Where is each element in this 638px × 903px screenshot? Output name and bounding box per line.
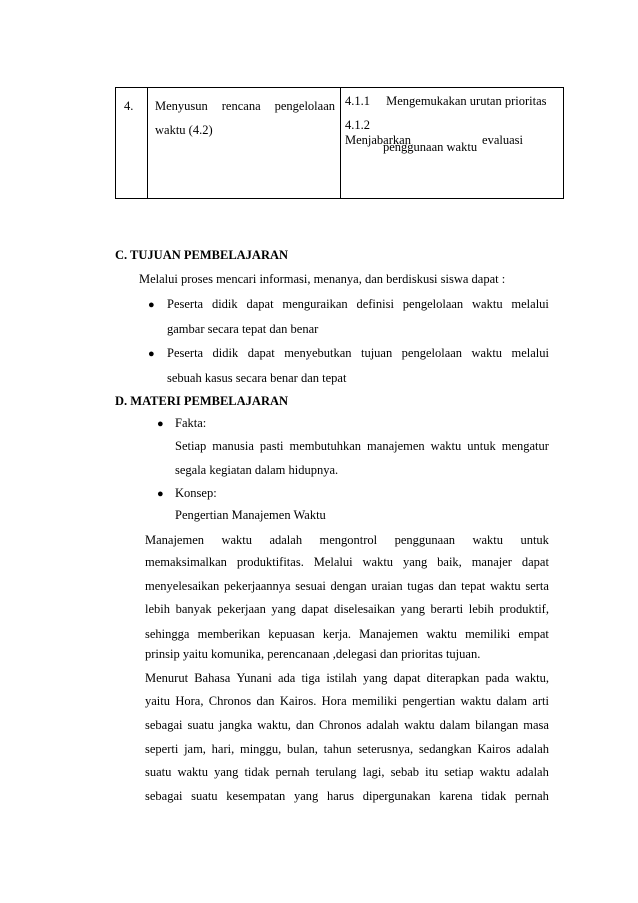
word: Chronos — [319, 718, 362, 732]
word: kerja. — [322, 627, 352, 641]
table-cell-competency — [147, 88, 341, 198]
word: Menurut — [145, 671, 189, 685]
word: mengontrol — [319, 533, 378, 547]
konsep-label: Konsep: — [175, 486, 217, 500]
indicator-text-continued: penggunaan waktu — [383, 140, 478, 154]
konsep-text: Pengertian Manajemen Waktu — [175, 508, 326, 522]
word: penggunaan — [394, 533, 455, 547]
word: sehingga — [145, 627, 190, 641]
word: yang — [271, 602, 296, 616]
word: waktu — [472, 297, 503, 311]
word: diselesaikan — [333, 602, 396, 616]
word: evaluasi — [482, 133, 523, 147]
section-c-heading: C. TUJUAN PEMBELAJARAN — [115, 248, 289, 262]
bullet-icon: ● — [157, 418, 164, 430]
word: arti — [532, 694, 549, 708]
word: waktu — [404, 718, 435, 732]
word: hari, — [211, 742, 235, 756]
word: uraian — [371, 579, 403, 593]
word: melalui — [511, 346, 549, 360]
paragraph-line — [145, 533, 549, 548]
word: setiap — [444, 765, 474, 779]
objective-line: gambar secara tepat dan benar — [167, 322, 319, 336]
indicator-row — [345, 118, 562, 154]
word: pengelolaan — [401, 346, 463, 360]
word: dengan — [330, 579, 367, 593]
word: pekerjaannya — [223, 579, 291, 593]
word: dan — [438, 579, 457, 593]
word: pernah — [275, 765, 310, 779]
objective-line — [167, 346, 549, 361]
word: Kairos — [477, 742, 511, 756]
word: lebih — [145, 602, 170, 616]
table-cell-indicators — [341, 88, 563, 198]
word: banyak — [175, 602, 212, 616]
word: membutuhkan — [289, 439, 362, 453]
word: kesempatan — [226, 789, 286, 803]
word: pada — [485, 671, 510, 685]
word: dapat — [247, 346, 275, 360]
paragraph-line — [145, 671, 549, 686]
paragraph-line — [145, 627, 549, 642]
word: lebih — [468, 602, 494, 616]
word: tepat — [461, 579, 486, 593]
word: berarti — [430, 602, 464, 616]
word: Hora, — [175, 694, 204, 708]
word: pengelolaan — [402, 297, 464, 311]
word: manajemen — [367, 439, 425, 453]
word: memberikan — [197, 627, 261, 641]
word: untuk — [520, 533, 549, 547]
word: adalah — [516, 765, 549, 779]
word: pekerjaan — [217, 602, 266, 616]
word: yang — [363, 671, 388, 685]
word: Menyusun — [155, 99, 208, 113]
word: bilangan — [475, 718, 519, 732]
word: Manajemen — [145, 533, 205, 547]
word: didik — [211, 297, 238, 311]
word: waktu — [362, 555, 394, 569]
section-c-intro: Melalui proses mencari informasi, menanya, dan berdiskusi siswa dapat : — [139, 272, 506, 286]
word: pernah — [514, 789, 549, 803]
word: Yunani — [236, 671, 272, 685]
word: dapat — [521, 555, 549, 569]
word: Melalui — [313, 555, 353, 569]
word: sebab — [390, 765, 420, 779]
word: tiga — [301, 671, 321, 685]
word: adalah — [366, 718, 400, 732]
bullet-icon: ● — [148, 299, 155, 311]
word: waktu — [430, 439, 462, 453]
word: menyelesaikan — [145, 579, 220, 593]
word: Peserta — [167, 297, 204, 311]
word: rencana — [221, 99, 261, 113]
word: sesuai — [295, 579, 326, 593]
word: memaksimalkan — [145, 555, 227, 569]
row-number: 4. — [124, 99, 134, 113]
word: waktu, — [257, 718, 291, 732]
word: dan — [256, 694, 275, 708]
word: memiliki — [351, 694, 398, 708]
word: diterapkan — [426, 671, 480, 685]
word: adalah — [516, 742, 549, 756]
word: ada — [277, 671, 296, 685]
word: manusia — [212, 439, 254, 453]
word: sebagai — [145, 718, 183, 732]
word: produktifitas. — [236, 555, 304, 569]
word: minggu, — [239, 742, 282, 756]
word: empat — [518, 627, 549, 641]
word: waktu — [471, 346, 503, 360]
table-cell-number — [116, 88, 148, 198]
word: harus — [326, 789, 355, 803]
objective-line: sebuah kasus secara benar dan tepat — [167, 371, 347, 385]
word: waktu, — [515, 671, 549, 685]
word: suatu — [145, 765, 172, 779]
word: menguraikan — [282, 297, 348, 311]
word: seterusnya, — [357, 742, 414, 756]
fakta-line: segala kegiatan dalam hidupnya. — [175, 463, 339, 477]
word: Chronos — [208, 694, 252, 708]
word: tahun — [323, 742, 352, 756]
bullet-icon: ● — [157, 488, 164, 500]
word: yang — [400, 602, 425, 616]
fakta-line — [175, 439, 549, 454]
word: waktu — [177, 765, 209, 779]
competency-line-2: waktu (4.2) — [155, 123, 213, 137]
paragraph-line — [145, 765, 549, 780]
word: tidak — [244, 765, 270, 779]
word: memiliki — [465, 627, 511, 641]
word: didik — [212, 346, 239, 360]
paragraph-line: prinsip yaitu komunika, perencanaan ,delegasi dan prioritas tujuan. — [145, 647, 481, 661]
word: Manajemen — [359, 627, 419, 641]
indicator-row — [345, 94, 547, 109]
word: terulang — [315, 765, 357, 779]
word: Bahasa — [194, 671, 231, 685]
word: dapat — [393, 671, 421, 685]
section-d-heading: D. MATERI PEMBELAJARAN — [115, 394, 289, 408]
word: karena — [439, 789, 473, 803]
word: waktu — [490, 579, 521, 593]
word: dapat — [246, 297, 274, 311]
paragraph-line — [145, 555, 549, 570]
word: yaitu — [145, 694, 170, 708]
fakta-label: Fakta: — [175, 416, 207, 430]
indicator-code: 4.1.2 — [345, 118, 370, 132]
paragraph-line — [145, 718, 549, 733]
word: definisi — [356, 297, 394, 311]
word: pengelolaan — [274, 99, 335, 113]
word: mengatur — [501, 439, 549, 453]
word: yang — [214, 765, 239, 779]
competency-line-1 — [155, 99, 335, 114]
competency-table — [115, 87, 564, 199]
word: menyebutkan — [284, 346, 352, 360]
word: bulan, — [287, 742, 318, 756]
word: serta — [525, 579, 549, 593]
word: untuk — [467, 439, 496, 453]
word: suatu — [191, 789, 218, 803]
word: masa — [523, 718, 549, 732]
indicator-text: Mengemukakan urutan prioritas — [386, 94, 547, 108]
word: tidak — [481, 789, 507, 803]
word: jam, — [184, 742, 206, 756]
word: pengertian — [402, 694, 456, 708]
word: melalui — [511, 297, 549, 311]
indicator-code: 4.1.1 — [345, 94, 370, 108]
word: dalam — [496, 694, 527, 708]
word: sebagai — [145, 789, 183, 803]
word: waktu — [460, 694, 492, 708]
word: waktu — [426, 627, 457, 641]
word: Peserta — [167, 346, 204, 360]
word: Kairos. — [279, 694, 317, 708]
word: pasti — [259, 439, 284, 453]
word: dipergunakan — [362, 789, 431, 803]
word: produktif, — [499, 602, 549, 616]
word: jangka — [218, 718, 253, 732]
word: kepuasan — [268, 627, 315, 641]
word: waktu — [472, 533, 503, 547]
word: Menjabarkan — [345, 133, 411, 147]
paragraph-line — [145, 789, 549, 804]
word: yang — [402, 555, 428, 569]
word: Hora — [321, 694, 347, 708]
word: itu — [425, 765, 439, 779]
word: sedangkan — [418, 742, 472, 756]
word: manajer — [471, 555, 512, 569]
word: tujuan — [360, 346, 393, 360]
word: adalah — [269, 533, 303, 547]
paragraph-line — [145, 579, 549, 594]
word: waktu — [479, 765, 511, 779]
bullet-icon: ● — [148, 348, 155, 360]
word: dapat — [301, 602, 329, 616]
paragraph-line — [145, 694, 549, 709]
word: Setiap — [175, 439, 207, 453]
word: baik, — [437, 555, 462, 569]
objective-line — [167, 297, 549, 312]
word: dan — [295, 718, 315, 732]
word: seperti — [145, 742, 179, 756]
word: dalam — [439, 718, 471, 732]
word: istilah — [326, 671, 357, 685]
paragraph-line — [145, 602, 549, 617]
word: waktu — [221, 533, 253, 547]
word: tugas — [407, 579, 434, 593]
word: lagi, — [362, 765, 385, 779]
paragraph-line — [145, 742, 549, 757]
word: suatu — [187, 718, 214, 732]
word: yang — [293, 789, 319, 803]
